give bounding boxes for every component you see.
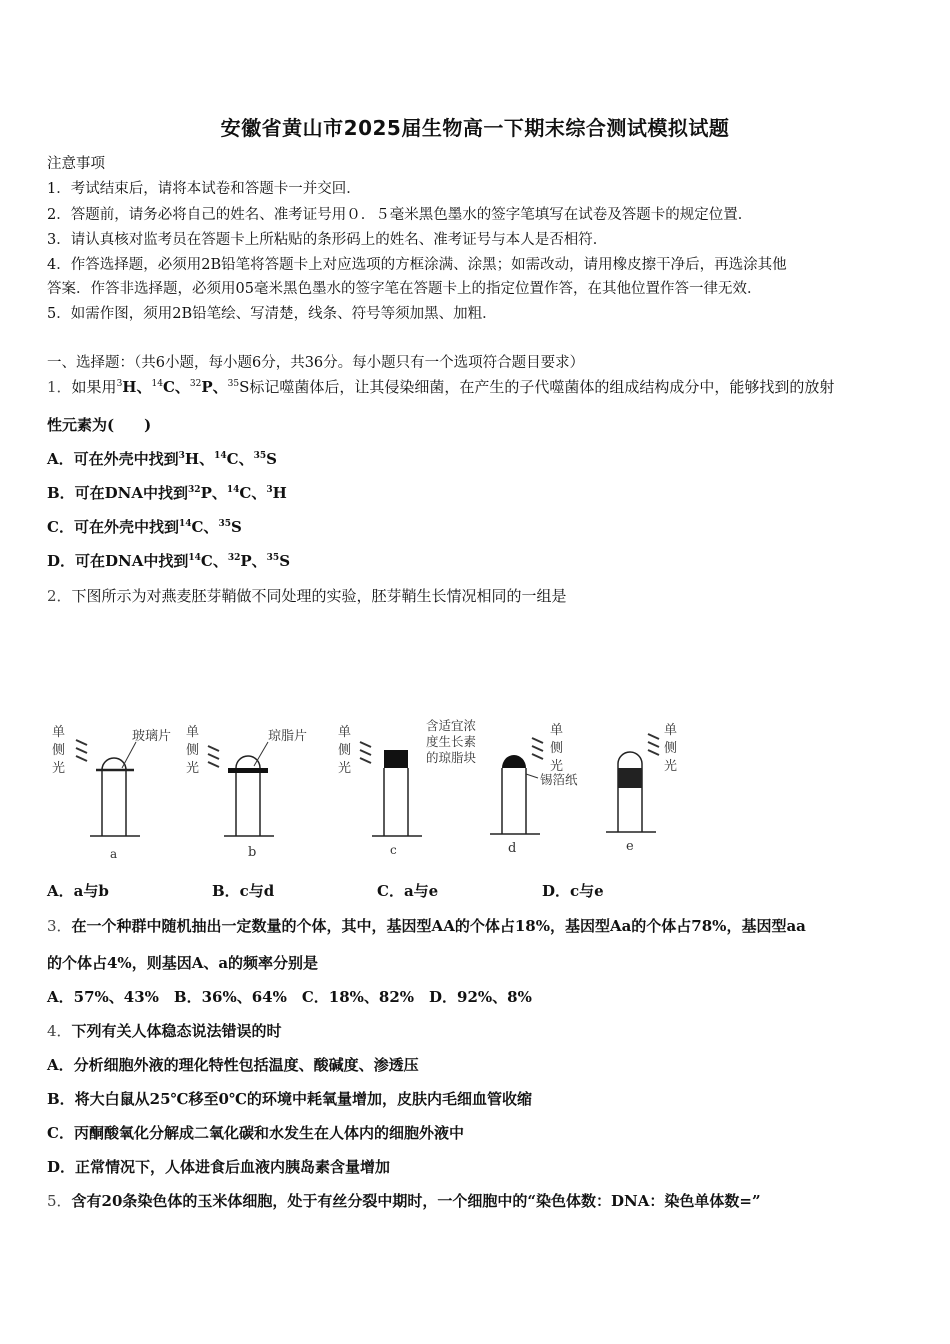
block-label-line: 的琼脂块 xyxy=(426,750,477,765)
coleoptile-b xyxy=(186,725,307,860)
agar-label: 琼脂片 xyxy=(268,729,308,744)
light-label-char: 侧 xyxy=(664,741,678,756)
label-c: c xyxy=(390,843,397,857)
light-label-char: 光 xyxy=(186,761,200,776)
coleoptile-c xyxy=(338,718,477,857)
light-arrows-icon xyxy=(208,746,219,767)
question-1-stem-cont: 性元素为( ) xyxy=(47,416,152,434)
question-2-stem: 2．下图所示为对燕麦胚芽鞘做不同处理的实验，胚芽鞘生长情况相同的一组是 xyxy=(47,587,567,605)
question-4-option-a: A．分析细胞外液的理化特性包括温度、酸碱度、渗透压 xyxy=(47,1056,419,1074)
light-label-char: 侧 xyxy=(186,743,200,758)
question-2-option-a: A．a与b xyxy=(47,882,109,900)
question-1-option-b: B．可在DNA中找到$^{32}$P、$^{14}$C、$^3$H xyxy=(47,484,287,502)
question-2-option-d: D．c与e xyxy=(542,882,604,900)
light-label-char: 光 xyxy=(52,761,66,776)
notice-item: 3．请认真核对监考员在答题卡上所粘贴的条形码上的姓名、准考证号与本人是否相符． xyxy=(47,232,608,248)
question-1-stem: 1．如果用$^3$H、$^{14}$C、$^{32}$P、$^{35}$S标记噬菌体后，让其侵染细菌，在产生的子代噬菌体的组成结构成分中，能够找到的放射 xyxy=(47,378,835,396)
light-label-char: 侧 xyxy=(338,743,352,758)
coleoptile-figure xyxy=(40,712,700,867)
label-b: b xyxy=(248,845,257,860)
section-heading: 一、选择题：（共6小题，每小题6分，共36分。每小题只有一个选项符合题目要求） xyxy=(47,355,585,371)
question-1-option-a: A．可在外壳中找到$^3$H、$^{14}$C、$^{35}$S xyxy=(47,450,277,468)
light-arrows-icon xyxy=(360,742,371,763)
question-2-option-c: C．a与e xyxy=(377,882,439,900)
block-label-line: 含适宜浓 xyxy=(426,718,477,733)
question-4-option-b: B．将大白鼠从25℃移至0℃的环境中耗氧量增加，皮肤内毛细血管收缩 xyxy=(47,1090,532,1108)
question-2-option-b: B．c与d xyxy=(212,882,275,900)
light-label-char: 光 xyxy=(664,759,678,774)
label-a: a xyxy=(110,847,118,861)
notice-item: 1．考试结束后，请将本试卷和答题卡一并交回． xyxy=(47,181,361,197)
label-e: e xyxy=(626,839,634,854)
notice-item: 4．作答选择题，必须用2B铅笔将答题卡上对应选项的方框涂满、涂黑；如需改动，请用橡皮擦干净后，再选涂其他 xyxy=(47,257,787,273)
question-4-option-c: C．丙酮酸氧化分解成二氧化碳和水发生在人体内的细胞外液中 xyxy=(47,1124,464,1142)
light-label-char: 单 xyxy=(186,725,200,740)
notice-heading: 注意事项 xyxy=(47,156,105,172)
foil-label: 锡箔纸 xyxy=(540,772,578,787)
question-1-option-c: C．可在外壳中找到$^{14}$C、$^{35}$S xyxy=(47,518,242,536)
coleoptile-a xyxy=(52,725,171,861)
question-3-stem-cont: 的个体占4%，则基因A、a的频率分别是 xyxy=(47,954,319,972)
light-label-char: 光 xyxy=(550,759,564,774)
light-label-char: 单 xyxy=(550,723,564,738)
glass-label: 玻璃片 xyxy=(132,729,172,744)
question-5-stem: 5．含有20条染色体的玉米体细胞，处于有丝分裂中期时，一个细胞中的“染色体数：DNA：染色单体数=” xyxy=(47,1192,761,1210)
light-label-char: 单 xyxy=(338,725,352,740)
light-label-char: 侧 xyxy=(550,741,564,756)
light-arrows-icon xyxy=(532,738,543,759)
notice-item: 2．答题前，请务必将自己的姓名、准考证号用０．５毫米黑色墨水的签字笔填写在试卷及答题卡的规定位置． xyxy=(47,207,753,223)
question-1-option-d: D．可在DNA中找到$^{14}$C、$^{32}$P、$^{35}$S xyxy=(47,552,291,570)
light-arrows-icon xyxy=(76,740,87,761)
light-label-char: 光 xyxy=(338,761,352,776)
notice-item: 5．如需作图，须用2B铅笔绘、写清楚，线条、符号等须加黑、加粗． xyxy=(47,306,497,322)
light-label-char: 单 xyxy=(52,725,66,740)
coleoptile-d xyxy=(490,723,578,856)
question-4-stem: 4．下列有关人体稳态说法错误的时 xyxy=(47,1022,282,1040)
light-label-char: 侧 xyxy=(52,743,66,758)
light-label-char: 单 xyxy=(664,723,678,738)
block-label-line: 度生长素 xyxy=(426,734,477,749)
label-d: d xyxy=(508,841,517,856)
coleoptile-e xyxy=(606,723,677,854)
question-3-options: A．57%、43% B．36%、64% C．18%、82% D．92%、8% xyxy=(47,988,532,1006)
question-3-stem: 3．在一个种群中随机抽出一定数量的个体，其中，基因型AA的个体占18%，基因型Aa的个体占78%，基因型aa xyxy=(47,917,806,935)
question-4-option-d: D．正常情况下，人体进食后血液内胰岛素含量增加 xyxy=(47,1158,391,1176)
page-title: 安徽省黄山市2025届生物高一下期末综合测试模拟试题 xyxy=(220,116,730,140)
notice-item: 答案．作答非选择题，必须用05毫米黑色墨水的签字笔在答题卡上的指定位置作答，在其他位置作答一律无效． xyxy=(47,281,762,297)
light-arrows-icon xyxy=(648,734,659,755)
